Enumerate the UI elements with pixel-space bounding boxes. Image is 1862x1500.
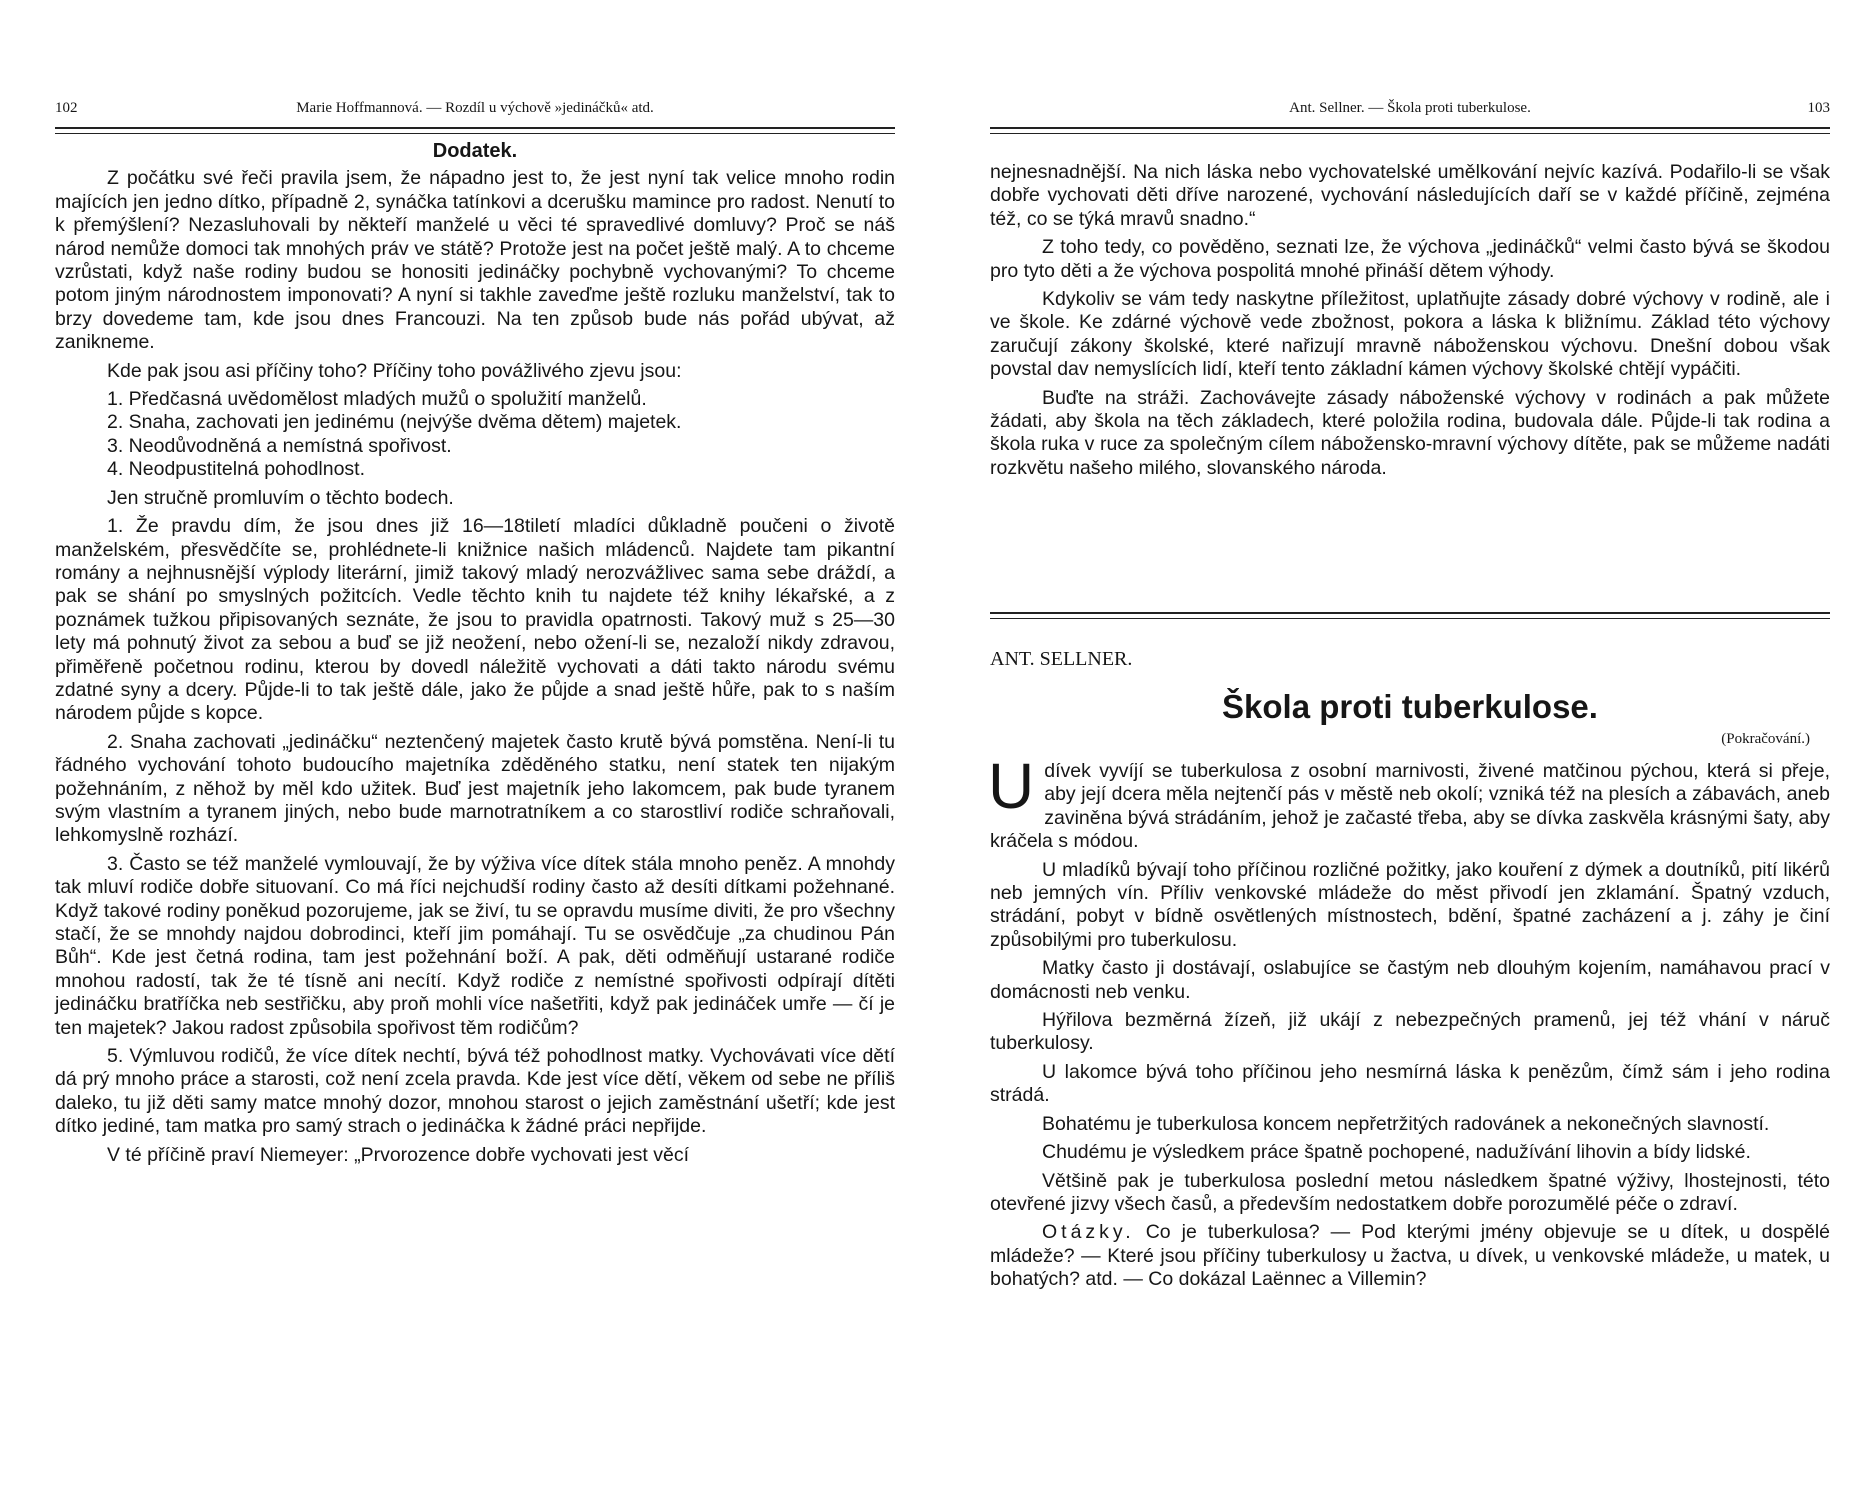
- paragraph: Hýřilova bezměrná žízeň, již ukájí z nebezpečných pramenů, jej též vhání v náruč tuberkulosy.: [990, 1009, 1830, 1055]
- paragraph: Kdykoliv se vám tedy naskytne příležitost, uplatňujte zásady dobré výchovy v rodině, ale i ve škole. Ke zdárné výchově vede zbožnost, pokora a láska k bližnímu. Základ této výchovy zaručují zákony školské, které nařizují mravně náboženskou výchovu. Dnešní dobou však povstal dav nemyslících lidí, kteří tento základní kámen výchovy školské chtějí vypáčiti.: [990, 288, 1830, 381]
- questions-label: Otázky.: [1042, 1221, 1135, 1244]
- running-head: [55, 100, 895, 120]
- list-item: 4. Neodpustitelná pohodlnost.: [107, 458, 366, 481]
- paragraph: 5. Výmluvou rodičů, že více dítek nechtí, bývá též pohodlnost matky. Vychovávati více dětí dá prý mnoho práce a starosti, což není zcela pravda. Kde jest více dětí, věkem od sebe ne příliš daleko, tu již děti samy matce mnohý dozor, mnohou starost o jejich zaměstnání ušetří; kde jest dítko jediné, tam matka pro samý strach o jedináčka k žádné práci nepřijde.: [55, 1045, 895, 1138]
- article-title: Škola proti tuberkulose.: [1222, 688, 1598, 725]
- page-number: 102: [55, 100, 78, 116]
- article-author: ANT. SELLNER.: [990, 648, 1133, 670]
- running-title: Marie Hoffmannová. — Rozdíl u výchově »jedináčků« atd.: [296, 100, 654, 116]
- paragraph: Bohatému je tuberkulosa koncem nepřetržitých radovánek a nekonečných slavností.: [1042, 1112, 1770, 1135]
- questions-paragraph: [990, 1221, 1830, 1291]
- paragraph: 1. Že pravdu dím, že jsou dnes již 16—18tiletí mladíci důkladně poučeni o životě manželském, přesvědčíte se, prohlédnete-li knižnice našich mládenců. Najdete tam pikantní romány a nejhnusnější výplody literární, jimiž takový mladý nerozvážlivec sama sebe dráždí, a pak se shání po smyslných požitcích. Vedle těchto knih tu najdete též knihy lékařské, a z poznámek tužkou připisovaných seznáte, že jsou to pravidla opatrnosti. Takový muž s 25—30 lety má pohnutý život za sebou a buď se již neožení, nebo ožení-li se, nezaloží nikdy zdravou, přiměřeně početnou rodinu, kterou by dovedl náležitě vychovati a dáti takto národu svému zdatné syny a dcery. Půjde-li to tak ještě dále, jako že půjde a snad ještě hůře, pak to s naším národem půjde s kopce.: [55, 515, 895, 725]
- first-paragraph: [988, 750, 1830, 854]
- paragraph: Chudému je výsledkem práce špatně pochopené, nadužívání lihovin a bídy lidské.: [1042, 1141, 1751, 1164]
- paragraph: U mladíků bývají toho příčinou rozličné požitky, jako kouření z dýmek a doutníků, pití likérů neb jemných vín. Příliv venkovské mládeže do měst přivodí jen zklamání. Špatný vzduch, strádání, pobyt v bídně osvětlených místnostech, bdění, špatné zacházení a j. záhy je činí způsobilými pro tuberkulosu.: [990, 858, 1830, 951]
- continuation-note: (Pokračování.): [1721, 731, 1810, 747]
- list-item: 2. Snaha, zachovati jen jedinému (nejvýše dvěma dětem) majetek.: [107, 411, 682, 434]
- paragraph: nejnesnadnější. Na nich láska nebo vychovatelské umělkování nejvíc kazívá. Podařilo-li se však dobře vychovati děti dříve narozené, vychování následujících daří se v každé příčině, zejména též, co se týká mravů snadno.“: [990, 161, 1830, 230]
- paragraph: 2. Snaha zachovati „jedináčku“ neztenčený majetek často krutě bývá pomstěna. Není-li tu řádného vychování tohoto budoucího majetníka zděděného statku, není statek ten nijakým požehnáním, z něhož by měl kdo užitek. Buď jest majetník jeho lakomcem, pak bude tyranem svým vlastním a tyranem jiných, nebo bude marnotratníkem a co starostliví rodiče schraňovali, lehkomyslně rozhází.: [55, 730, 895, 847]
- paragraph: 3. Často se též manželé vymlouvají, že by výživa více dítek stála mnoho peněz. A mnohdy tak mluví rodiče dobře situovaní. Co má říci nejchudší rodiny často až desíti dítkami požehnané. Když takové rodiny poněkud pozorujeme, jak se živí, tu se opravdu musíme diviti, že pro všechny stačí, že se mnohdy najdou dobrodinci, kteří jim pomáhají. Tu se osvědčuje „za chudinou Pán Bůh“. Kde jest četná rodina, tam jest požehnání boží. A pak, děti odměňují ustarané rodiče mnohou radostí, tak že té tísně ani necítí. Když rodiče z nemístné spořivosti odpírají dítěti jedináčku bratříčka neb sestřičku, aby proň mohli více našetřiti, když pak jedináček umře — čí je ten majetek? Jakou radost způsobila spořivost těm rodičům?: [55, 852, 895, 1039]
- dropcap: U: [988, 750, 1035, 822]
- paragraph: U lakomce bývá toho příčinou jeho nesmírná láska k penězům, čímž sám i jeho rodina strádá.: [990, 1060, 1830, 1107]
- header-rule: [990, 127, 1830, 134]
- left-page: [55, 0, 895, 1500]
- questions-text: Co je tuberkulosa? — Pod kterými jmény objevuje se u dítek, u dospělé mládeže? — Které jsou příčiny tuberkulosy u žactva, u dívek, u venkovské mládeže, u matek, u bohatých? atd. — Co dokázal Laënnec a Villemin?: [990, 1221, 1830, 1291]
- body-text: [55, 140, 895, 1172]
- header-rule: [55, 127, 895, 134]
- first-paragraph-text: dívek vyvíjí se tuberkulosa z osobní marnivosti, živené matčinou pýchou, která si přeje, aby její dcera měla nejtenčí pás v městě neb okolí; vzniká též na plesích a zábavách, aneb zaviněna bývá strádáním, jehož je začasté třeba, aby se dívka zaskvěla krásnými šaty, aby kráčela s módou.: [990, 760, 1830, 853]
- article-separator: [990, 612, 1830, 619]
- list-item: 1. Předčasná uvědomělost mladých mužů o spolužití manželů.: [107, 388, 647, 411]
- paragraph: Buďte na stráži. Zachovávejte zásady náboženské výchovy v rodinách a pak můžete žádati, aby škola na těch základech, které položila rodina, budovala dále. Půjde-li tak rodina a škola ruka v ruce za společným cílem nábožensko-mravní výchovy dítěte, pak se můžeme nadáti rozkvětu našeho milého, slovanského národa.: [990, 386, 1830, 479]
- paragraph: Z počátku své řeči pravila jsem, že nápadno jest to, že jest nyní tak velice mnoho rodin majících jen jedno dítko, případně 2, synáčka tatínkovi a dcerušku mamince pro radost. Nenutí to k přemýšlení? Nezasluhovali by někteří manželé u věci té spravedlivé domluvy? Proč se náš národ nemůže domoci tak mnohých práv ve státě? Protože jest na počet ještě malý. A to chceme vzrůstati, když naše rodiny budou se honositi jedináčky pochybně vychovanými? To chceme potom jiným národnostem imponovati? A nyní si takhle zaveďme ještě rozluku manželství, tak to brzy dovedeme tam, kde jsou dnes Francouzi. Na ten způsob bude nás pořád ubývat, až zanikneme.: [55, 167, 895, 354]
- article-text: [988, 750, 1830, 1297]
- paragraph: Kde pak jsou asi příčiny toho? Příčiny toho povážlivého zjevu jsou:: [107, 359, 682, 382]
- page-number: 103: [1807, 100, 1830, 116]
- paragraph: Jen stručně promluvím o těchto bodech.: [107, 486, 454, 509]
- list-item: 3. Neodůvodněná a nemístná spořivost.: [107, 434, 452, 457]
- right-page: [990, 0, 1830, 1500]
- running-head: [990, 100, 1830, 120]
- paragraph: Většině pak je tuberkulosa poslední metou následkem špatné výživy, lhostejnosti, této otevřené jizvy všech časů, a především nedostatkem dobře porozumělé péče o zdraví.: [990, 1169, 1830, 1215]
- section-heading: Dodatek.: [432, 140, 518, 162]
- running-title: Ant. Sellner. — Škola proti tuberkulose.: [1289, 100, 1531, 116]
- paragraph: Matky často ji dostávají, oslabujíce se častým neb dlouhým kojením, namáhavou prací v domácnosti neb venku.: [990, 957, 1830, 1003]
- body-text-top: [990, 161, 1830, 485]
- paragraph: V té příčině praví Niemeyer: „Prvorozence dobře vychovati jest věcí: [107, 1143, 689, 1166]
- paragraph: Z toho tedy, co pověděno, seznati lze, že výchova „jedináčků“ velmi často bývá se škodou pro tyto děti a že výchova pospolitá mnohé přináší dětem výhody.: [990, 236, 1830, 282]
